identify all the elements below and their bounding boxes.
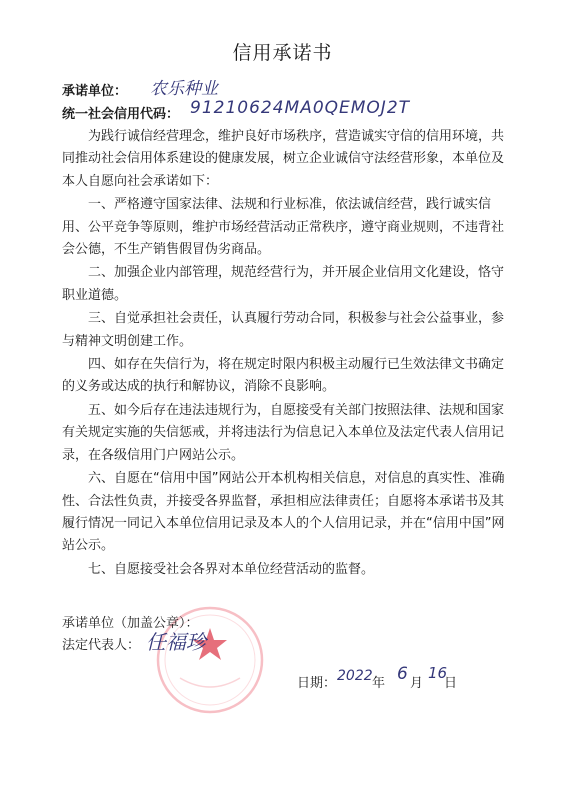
clause-4: 四、如存在失信行为，将在规定时限内积极主动履行已生效法律文书确定的义务或达成的执行和解协议，消除不良影响。	[62, 357, 505, 395]
commitment-body	[62, 126, 512, 581]
clause-2: 二、加强企业内部管理，规范经营行为，并开展企业信用文化建设，恪守职业道德。	[62, 265, 505, 303]
date-day: 16	[428, 664, 448, 682]
date-label: 日期：	[297, 676, 337, 691]
legal-rep-signature: 任福珍	[146, 630, 206, 654]
clause-3: 三、自觉承担社会责任，认真履行劳动合同，积极参与社会公益事业，参与精神文明创建工作。	[62, 311, 505, 349]
clause-1: 一、严格遵守国家法律、法规和行业标准，依法诚信经营，践行诚实信用、公平竞争等原则，维护市场经营活动正常秩序，遵守商业规则，不违背社会公德，不生产销售假冒伪劣商品。	[62, 197, 505, 258]
date-month-unit: 月	[410, 676, 424, 691]
legal-rep-label: 法定代表人：	[62, 638, 141, 653]
unit-label: 承诺单位：	[62, 84, 128, 99]
seal-label: 承诺单位（加盖公章）：	[62, 616, 199, 631]
credit-code-handwriting: 91210624MA0QEMOJ2T	[190, 98, 411, 118]
intro-paragraph: 为践行诚信经营理念，维护良好市场秩序，营造诚实守信的信用环境，共同推动社会信用体系建设的健康发展，树立企业诚信守法经营形象，本单位及本人自愿向社会承诺如下：	[62, 129, 505, 189]
date-day-unit: 日	[444, 676, 458, 691]
date-year: 2022	[337, 668, 373, 684]
clause-6: 六、自愿在“信用中国”网站公开本机构相关信息，对信息的真实性、准确性、合法性负责，并接受各界监督，承担相应法律责任；自愿将本承诺书及其履行情况一同记入本单位信用记录及本人的个人信用记录，并在“信用中国”网站公示。	[62, 471, 505, 554]
date-year-unit: 年	[372, 676, 386, 691]
date-month: 6	[397, 664, 408, 684]
unit-handwriting: 农乐种业	[150, 79, 218, 99]
clause-5: 五、如今后存在违法违规行为，自愿接受有关部门按照法律、法规和国家有关规定实施的失信惩戒，并将违法行为信息记入本单位及法定代表人信用记录，在各级信用门户网站公示。	[62, 402, 505, 463]
document-title: 信用承诺书	[232, 42, 333, 64]
credit-code-label: 统一社会信用代码：	[62, 107, 180, 122]
clause-7: 七、自愿接受社会各界对本单位经营活动的监督。	[88, 561, 375, 577]
